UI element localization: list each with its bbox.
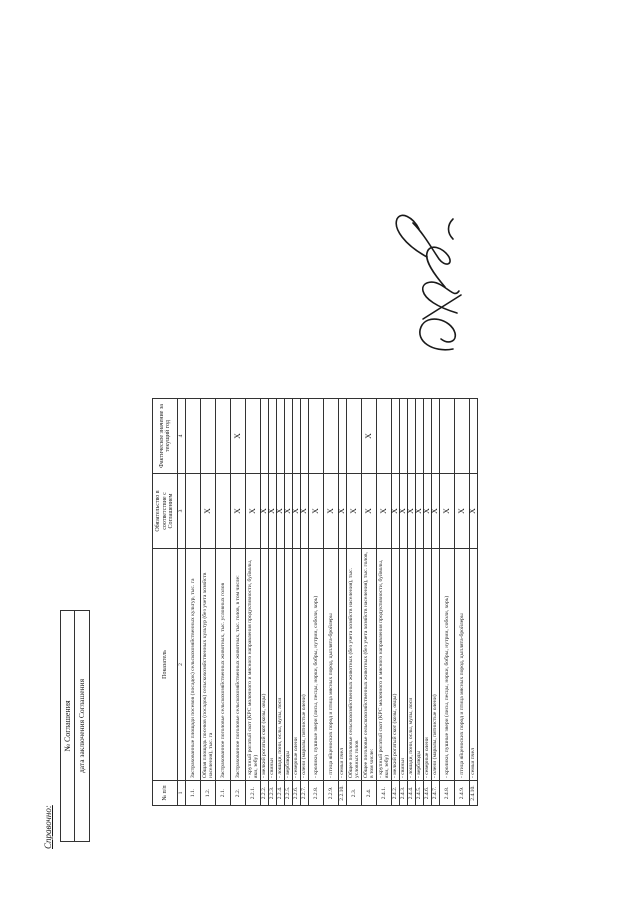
row-actual-value: X bbox=[362, 399, 377, 474]
header-number: № п/п bbox=[153, 781, 178, 806]
row-number: 2.4. bbox=[362, 781, 377, 806]
table-row bbox=[324, 399, 339, 806]
row-obligation: X bbox=[424, 474, 432, 549]
row-indicator: - северные олени bbox=[424, 549, 432, 781]
table-row bbox=[424, 399, 432, 806]
column-number: 3 bbox=[178, 474, 186, 549]
row-indicator: - крупный рогатый скот (КРС молочного и мясного направления продуктивности, буйволы, яки, зебу) bbox=[246, 549, 261, 781]
row-actual-value bbox=[277, 399, 285, 474]
row-actual-value bbox=[301, 399, 309, 474]
row-number: 2.4.6. bbox=[424, 781, 432, 806]
row-number: 2.2.7. bbox=[301, 781, 309, 806]
row-indicator: - кролики, пушные звери (лисы, песцы, норки, бобры, нутрии, соболи, хорь) bbox=[440, 549, 455, 781]
row-actual-value bbox=[432, 399, 440, 474]
table-row bbox=[400, 399, 408, 806]
row-number: 2.2.3. bbox=[269, 781, 277, 806]
row-number: 2.4.3. bbox=[400, 781, 408, 806]
header-indicator: Показатель bbox=[153, 549, 178, 781]
row-number: 2.2.2. bbox=[261, 781, 269, 806]
row-indicator: - птица яйценоских пород и птица мясных пород, цыплята-бройлеры bbox=[324, 549, 339, 781]
row-obligation: X bbox=[470, 474, 478, 549]
row-number: 1.1. bbox=[186, 781, 201, 806]
header-actual-value: Фактическое значение за текущий год bbox=[153, 399, 178, 474]
table-row bbox=[301, 399, 309, 806]
row-obligation: X bbox=[277, 474, 285, 549]
row-actual-value bbox=[285, 399, 293, 474]
header-obligation: Обязательство в соответствие с Соглашением bbox=[153, 474, 178, 549]
row-obligation bbox=[186, 474, 201, 549]
table-row bbox=[293, 399, 301, 806]
row-indicator: - олени (маралы, пятнистые олени) bbox=[432, 549, 440, 781]
row-actual-value bbox=[392, 399, 400, 474]
table-row bbox=[339, 399, 347, 806]
reference-label: Справочно: bbox=[43, 805, 53, 849]
table-header-row bbox=[153, 399, 178, 806]
row-number: 2.2.10. bbox=[339, 781, 347, 806]
row-number: 2.2.1. bbox=[246, 781, 261, 806]
row-number: 2.2.5. bbox=[285, 781, 293, 806]
row-obligation: X bbox=[377, 474, 392, 549]
table-row bbox=[231, 399, 246, 806]
row-obligation: X bbox=[261, 474, 269, 549]
row-actual-value bbox=[424, 399, 432, 474]
row-actual-value bbox=[201, 399, 216, 474]
row-indicator: - кролики, пушные звери (лисы, песцы, норки, бобры, нутрии, соболи, хорь) bbox=[309, 549, 324, 781]
row-indicator: Общая площадь посевов (посадок) сельскохозяйственных культур (без учета хозяйств населения), тыс. га bbox=[201, 549, 216, 781]
row-obligation: X bbox=[362, 474, 377, 549]
row-actual-value bbox=[216, 399, 231, 474]
row-actual-value bbox=[246, 399, 261, 474]
row-actual-value bbox=[377, 399, 392, 474]
table-row bbox=[186, 399, 201, 806]
table-row bbox=[440, 399, 455, 806]
row-obligation: X bbox=[416, 474, 424, 549]
table-row bbox=[432, 399, 440, 806]
row-actual-value bbox=[440, 399, 455, 474]
row-obligation: X bbox=[400, 474, 408, 549]
row-number: 2.4.8. bbox=[440, 781, 455, 806]
row-indicator: Застрахованное поголовье сельскохозяйственных животных, тыс. голов, в том числе: bbox=[231, 549, 246, 781]
row-actual-value bbox=[400, 399, 408, 474]
row-indicator: - северные олени bbox=[293, 549, 301, 781]
row-indicator: - свиньи bbox=[269, 549, 277, 781]
table-row bbox=[455, 399, 470, 806]
row-number: 2.2.6. bbox=[293, 781, 301, 806]
row-obligation: X bbox=[392, 474, 400, 549]
row-obligation bbox=[216, 474, 231, 549]
handwritten-signature bbox=[383, 207, 483, 357]
row-number: 2.1. bbox=[216, 781, 231, 806]
row-obligation: X bbox=[324, 474, 339, 549]
row-obligation: X bbox=[432, 474, 440, 549]
table-row bbox=[216, 399, 231, 806]
row-obligation: X bbox=[440, 474, 455, 549]
row-indicator: - верблюды bbox=[416, 549, 424, 781]
row-actual-value bbox=[416, 399, 424, 474]
row-number: 1.2. bbox=[201, 781, 216, 806]
column-number: 1 bbox=[178, 781, 186, 806]
row-obligation: X bbox=[408, 474, 416, 549]
row-obligation: X bbox=[269, 474, 277, 549]
table-row bbox=[377, 399, 392, 806]
row-indicator: - лошади, пони, ослы, мулы, лоси bbox=[408, 549, 416, 781]
table-row bbox=[416, 399, 424, 806]
row-number: 2.4.1. bbox=[377, 781, 392, 806]
row-actual-value bbox=[186, 399, 201, 474]
row-number: 2.3. bbox=[347, 781, 362, 806]
row-indicator: Общее поголовье сельскохозяйственных животных (без учета хозяйств населения), тыс. условных голов bbox=[347, 549, 362, 781]
column-number: 4 bbox=[178, 399, 186, 474]
row-actual-value bbox=[408, 399, 416, 474]
row-obligation: X bbox=[285, 474, 293, 549]
table-row bbox=[470, 399, 478, 806]
table-row bbox=[261, 399, 269, 806]
column-number: 2 bbox=[178, 549, 186, 781]
row-actual-value bbox=[339, 399, 347, 474]
table-body bbox=[186, 399, 478, 806]
table-row bbox=[285, 399, 293, 806]
row-indicator: - свиньи bbox=[400, 549, 408, 781]
row-actual-value bbox=[269, 399, 277, 474]
row-obligation: X bbox=[246, 474, 261, 549]
row-indicator: - олени (маралы, пятнистые олени) bbox=[301, 549, 309, 781]
indicators-table bbox=[152, 398, 478, 806]
row-actual-value bbox=[347, 399, 362, 474]
row-actual-value bbox=[261, 399, 269, 474]
agreement-box bbox=[60, 610, 90, 842]
row-number: 2.4.5. bbox=[416, 781, 424, 806]
row-obligation: X bbox=[301, 474, 309, 549]
row-actual-value bbox=[455, 399, 470, 474]
row-indicator: - крупный рогатый скот (КРС молочного и мясного направления продуктивности, буйволы, яки, зебу) bbox=[377, 549, 392, 781]
row-number: 2.2.4. bbox=[277, 781, 285, 806]
table-row bbox=[277, 399, 285, 806]
column-number-row bbox=[178, 399, 186, 806]
row-obligation: X bbox=[339, 474, 347, 549]
row-number: 2.2. bbox=[231, 781, 246, 806]
row-number: 2.4.9. bbox=[455, 781, 470, 806]
row-indicator: - птица яйценоских пород и птица мясных пород, цыплята-бройлеры bbox=[455, 549, 470, 781]
row-indicator: - лошади, пони, ослы, мулы, лоси bbox=[277, 549, 285, 781]
row-indicator: - семьи пчел bbox=[339, 549, 347, 781]
row-number: 2.2.9. bbox=[324, 781, 339, 806]
row-indicator: Застрахованные площади посевов (посадок) сельскохозяйственных культур, тыс. га bbox=[186, 549, 201, 781]
agreement-date-label: дата заключения Соглашения bbox=[77, 678, 86, 774]
row-actual-value bbox=[309, 399, 324, 474]
table-row bbox=[269, 399, 277, 806]
table-row bbox=[309, 399, 324, 806]
row-indicator: - мелкий рогатый скот (козы, овцы) bbox=[392, 549, 400, 781]
row-obligation: X bbox=[293, 474, 301, 549]
row-number: 2.4.10. bbox=[470, 781, 478, 806]
table-row bbox=[362, 399, 377, 806]
row-actual-value bbox=[293, 399, 301, 474]
row-number: 2.2.8. bbox=[309, 781, 324, 806]
row-number: 2.4.4. bbox=[408, 781, 416, 806]
row-number: 2.4.2. bbox=[392, 781, 400, 806]
table-row bbox=[392, 399, 400, 806]
row-indicator: - верблюды bbox=[285, 549, 293, 781]
row-actual-value bbox=[470, 399, 478, 474]
row-obligation: X bbox=[347, 474, 362, 549]
row-number: 2.4.7. bbox=[432, 781, 440, 806]
row-obligation: X bbox=[455, 474, 470, 549]
row-obligation: X bbox=[201, 474, 216, 549]
table-row bbox=[347, 399, 362, 806]
row-obligation: X bbox=[309, 474, 324, 549]
table-row bbox=[246, 399, 261, 806]
row-indicator: - семьи пчел bbox=[470, 549, 478, 781]
row-indicator: Общее поголовье сельскохозяйственных животных (без учета хозяйств населения), тыс. голов, в том числе: bbox=[362, 549, 377, 781]
table-row bbox=[201, 399, 216, 806]
row-indicator: - мелкий рогатый скот (козы, овцы) bbox=[261, 549, 269, 781]
row-actual-value: X bbox=[231, 399, 246, 474]
row-obligation: X bbox=[231, 474, 246, 549]
table-row bbox=[408, 399, 416, 806]
row-actual-value bbox=[324, 399, 339, 474]
row-indicator: Застрахованное поголовье сельскохозяйственных животных, тыс. условных голов bbox=[216, 549, 231, 781]
agreement-number-label: № Соглашения bbox=[61, 611, 75, 841]
